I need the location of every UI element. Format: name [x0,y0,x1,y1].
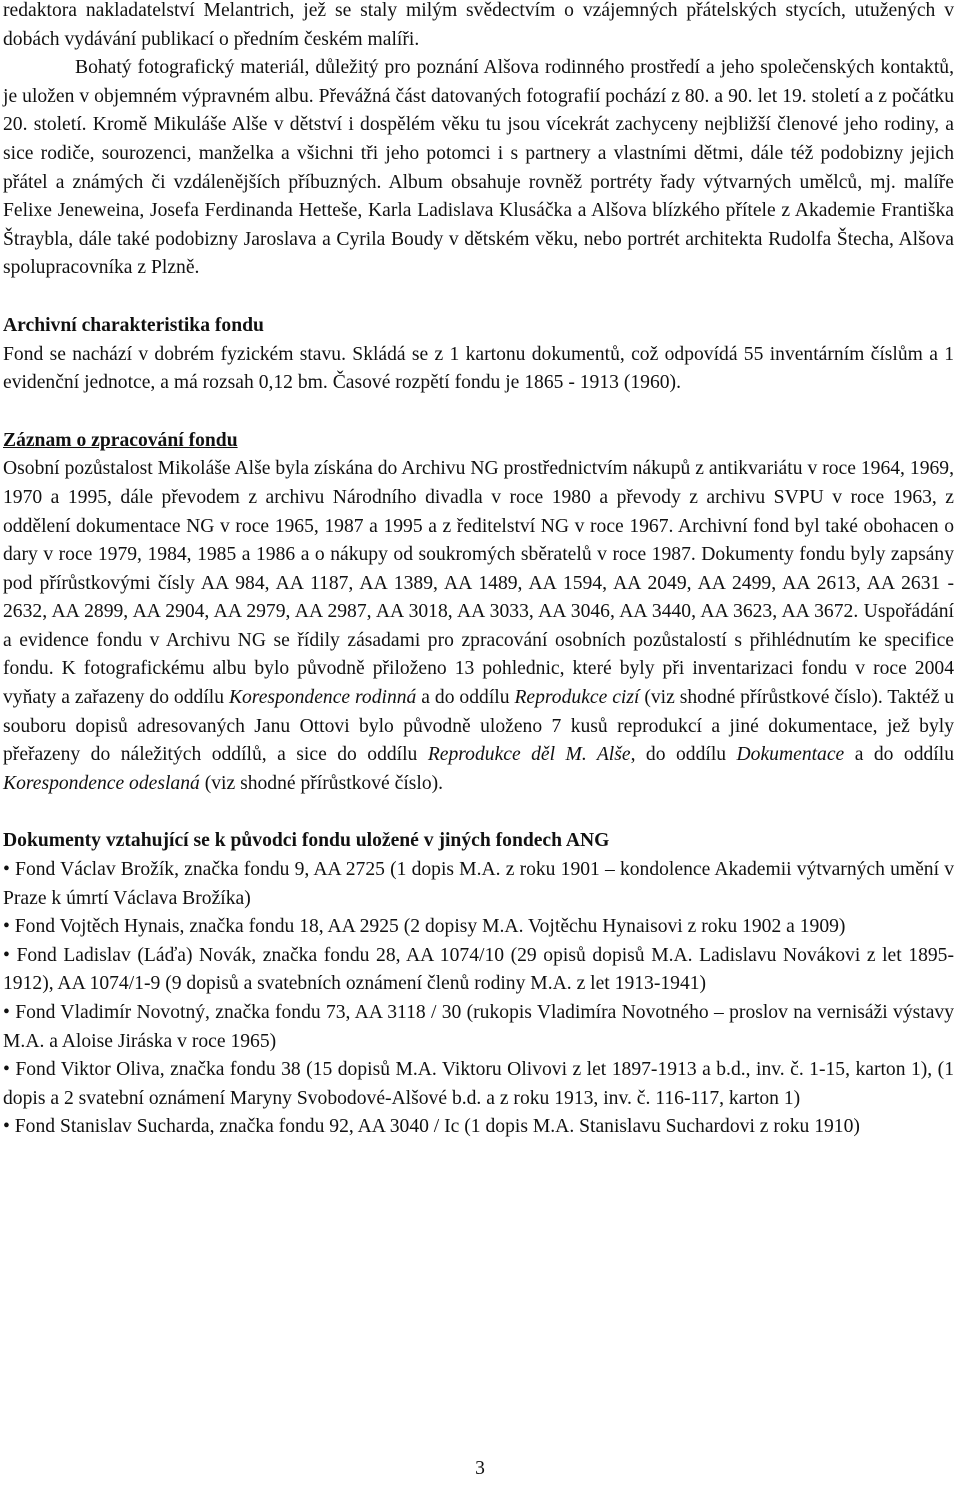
processing-text [3,455,954,798]
processing-italic-3: Reprodukce děl M. Alše [427,744,631,766]
document-page [3,0,954,1142]
bullet-icon: • [3,1002,10,1023]
bullet-icon: • [3,1116,10,1138]
list-item-text: Fond Vojtěch Hynais, značka fondu 18, AA 2925 (2 dopisy M.A. Vojtěchu Hynaisovi z roku 1902 a 1909) [14,916,846,938]
archival-text: Fond se nachází v dobrém fyzickém stavu. Skládá se z 1 kartonu dokumentů, což odpovídá 55 inventárním číslům a 1 evidenční jednotce, a má rozsah 0,12 bm. Časové rozpětí fondu je 1865 - 1913 (1960). [3,343,954,394]
list-item [3,1056,954,1113]
processing-heading: Záznam o zpracování fondu [3,429,238,451]
list-item-text: Fond Václav Brožík, značka fondu 9, AA 2725 (1 dopis M.A. z roku 1901 – kondolence Akademii výtvarných umění v Praze k úmrtí Václava Brožíka) [3,859,955,909]
list-item [3,999,954,1056]
list-item [3,942,954,999]
list-item [3,856,954,913]
processing-text-a: Osobní pozůstalost Mikoláše Alše byla získána do Archivu NG prostřednictvím nákupů z antikvariátu v roce 1964, 1969, 1970 a 1995, dále převodem z archivu Národního divadla v roce 1980 a převody z archivu SVPU v roce 1963, z oddělení dokumentace NG v roce 1965, 1987 a 1995 a z ředitelství NG v roce 1967. Archivní fond byl také obohacen o dary v roce 1979, 1984, 1985 a 1986 a o nákupy od soukromých sběratelů v roce 1987. Dokumenty fondu byly zapsány pod přírůstkovými čísly AA 984, AA 1187, AA 1389, AA 1489, AA 1594, AA 2049, AA 2499, AA 2613, AA 2631 - 2632, AA 2899, AA 2904, AA 2979, AA 2987, AA 3018, AA 3033, AA 3046, AA 3440, AA 3623, AA 3672. Uspořádání a evidence fondu v Archivu NG se řídily zásadami pro zpracování osobních pozůstalostí s přihlédnutím ke specifice fondu. K fotografickému albu bylo původně přiloženo 13 pohlednic, které byly při inventarizaci fondu v roce 2004 vyňaty a zařazeny do oddílu [3,458,954,709]
processing-text-f: (viz shodné přírůstkové číslo). [199,772,444,794]
related-list [3,856,954,1142]
intro-continuation: redaktora nakladatelství Melantrich, jež se staly milým svědectvím o vzájemných přátelských stycích, utužených v dobách vydávání publikací o předním českém malíři. [3,0,954,50]
bullet-icon: • [3,944,10,966]
archival-heading: Archivní charakteristika fondu [3,314,264,336]
processing-text-b: a do oddílu [416,687,515,709]
list-item [3,1113,954,1142]
processing-italic-1: Korespondence rodinná [228,687,417,709]
bullet-icon: • [3,859,10,881]
list-item-text: Fond Ladislav (Láďa) Novák, značka fondu 28, AA 1074/10 (29 opisů dopisů M.A. Ladislavu Novákovi z let 1895-1912), AA 1074/1-9 (9 dopisů a svatebních oznámení členů rodiny M.A. z let 1913-1941) [3,944,954,995]
processing-text-d: , do oddílu [630,744,737,766]
page-number: 3 [475,1458,485,1479]
bullet-icon: • [3,916,10,938]
list-item-text: Fond Viktor Oliva, značka fondu 38 (15 dopisů M.A. Viktoru Olivovi z let 1897-1913 a b.d., inv. č. 1-15, karton 1), (1 dopis a 2 svatební oznámení Maryny Svobodové-Alšové b.d. a z roku 1913, inv. č. 116-117, karton 1) [3,1059,954,1109]
list-item [3,913,954,942]
list-item-text: Fond Stanislav Sucharda, značka fondu 92, AA 3040 / Ic (1 dopis M.A. Stanislavu Suchardovi z roku 1910) [14,1116,860,1138]
intro-paragraph: Bohatý fotografický materiál, důležitý pro poznání Alšova rodinného prostředí a jeho společenských kontaktů, je uložen v objemném výpravném albu. Převážná část datovaných fotografií pochází z 80. a 90. let 19. století a z počátku 20. století. Kromě Mikuláše Alše v dětství i dospělém věku tu jsou vícekrát zachyceny nejbližší členové jeho rodiny, a sice rodiče, sourozenci, manželka a všichni tři jeho potomci i s partnery a vlastními dětmi, dále též podobizny jejich přátel a známých či vzdálenějších příbuzných. Album obsahuje rovněž portréty řady výtvarných umělců, mj. malíře Felixe Jeneweina, Josefa Ferdinanda Hetteše, Karla Ladislava Klusáčka a Alšova blízkého přítele z Akademie Františka Štraybla, dále také podobizny Jaroslava a Cyrila Boudy v dětském věku, nebo portrét architekta Rudolfa Štecha, Alšova spolupracovníka z Plzně. [3,57,954,279]
processing-italic-4: Dokumentace [736,744,845,766]
processing-italic-2: Reprodukce cizí [514,687,640,709]
list-item-text: Fond Vladimír Novotný, značka fondu 73, AA 3118 / 30 (rukopis Vladimíra Novotného – proslov na vernisáži výstavy M.A. a Aloise Jiráska v roce 1965) [3,1002,954,1052]
related-heading: Dokumenty vztahující se k původci fondu uložené v jiných fondech ANG [3,830,610,852]
processing-text-c: (viz shodné přírůstkové číslo). Taktéž u souboru dopisů adresovaných Janu Ottovi bylo původně uloženo 7 kusů reprodukcí a jiné dokumentace, jež byly přeřazeny do náležitých oddílů, a sice do oddílu [3,687,954,766]
processing-text-e: a do oddílu [844,744,954,766]
bullet-icon: • [3,1059,10,1081]
processing-italic-5: Korespondence odeslaná [3,772,200,794]
